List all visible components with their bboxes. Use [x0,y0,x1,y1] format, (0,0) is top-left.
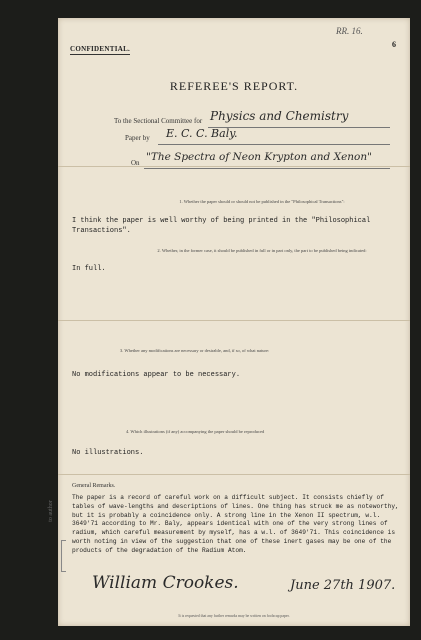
footer-note: It is requested that any further remarks may be written on foolscap paper. [178,614,290,618]
page-number: 6 [392,40,396,49]
on-label: On [131,159,140,167]
on-underline [144,168,390,169]
committee-value: Physics and Chemistry [210,109,349,123]
fold-line [58,320,410,321]
paper-title-value: "The Spectra of Neon Krypton and Xenon" [146,151,372,163]
signature-date: June 27th 1907. [290,578,396,593]
remarks-label: General Remarks. [72,483,116,489]
remarks-text: The paper is a record of careful work on a difficult subject. It consists chiefly of tables of wave-lengths and descriptions of lines. One thing has struck me as noteworthy, but it is probably a coincidence only. A strong line in the Xenon II spectrum, w.l. 3649'71 according to Mr. Baly, appears identical with one of the very strong lines of radium, which careful measurement by myself, has a w.l. of 3649'71. This coincidence is worth noting in view of the suggestion that one of these inert gases may be one of the products of the degradation of the Radium Atom. [72,494,399,554]
paper-by-value: E. C. C. Baly. [166,127,238,140]
document-sheet [47,18,410,626]
paper-by-underline [158,144,390,145]
paper-by-label: Paper by [125,134,150,142]
question-4: 4. Which illustrations (if any) accompanying the paper should be reproduced [126,429,265,434]
page-title: REFEREE'S REPORT. [169,79,299,93]
margin-bracket [61,540,66,572]
question-3: 3. Whether any modifications are necessary or desirable, and, if so, of what nature: [120,348,270,353]
signature: William Crookes. [92,573,239,593]
answer-1: I think the paper is well worthy of being printed in the "Philosophical Transactions". [72,217,371,235]
question-1: 1. Whether the paper should or should not be published in the "Philosophical Transactions": [179,199,345,204]
question-2: 2. Whether, in the former case, it should be published in full or in part only, the part to be published being indicated: [157,248,367,253]
fold-line [58,166,410,167]
pencil-reference-note: RR. 16. [336,26,363,36]
margin-note: to author [47,500,54,522]
fold-line [58,474,410,475]
answer-3: No modifications appear to be necessary. [72,371,241,379]
answer-4: No illustrations. [72,449,144,457]
answer-2: In full. [72,265,106,273]
committee-label: To the Sectional Committee for [114,117,203,125]
confidential-heading: CONFIDENTIAL. [70,45,131,53]
